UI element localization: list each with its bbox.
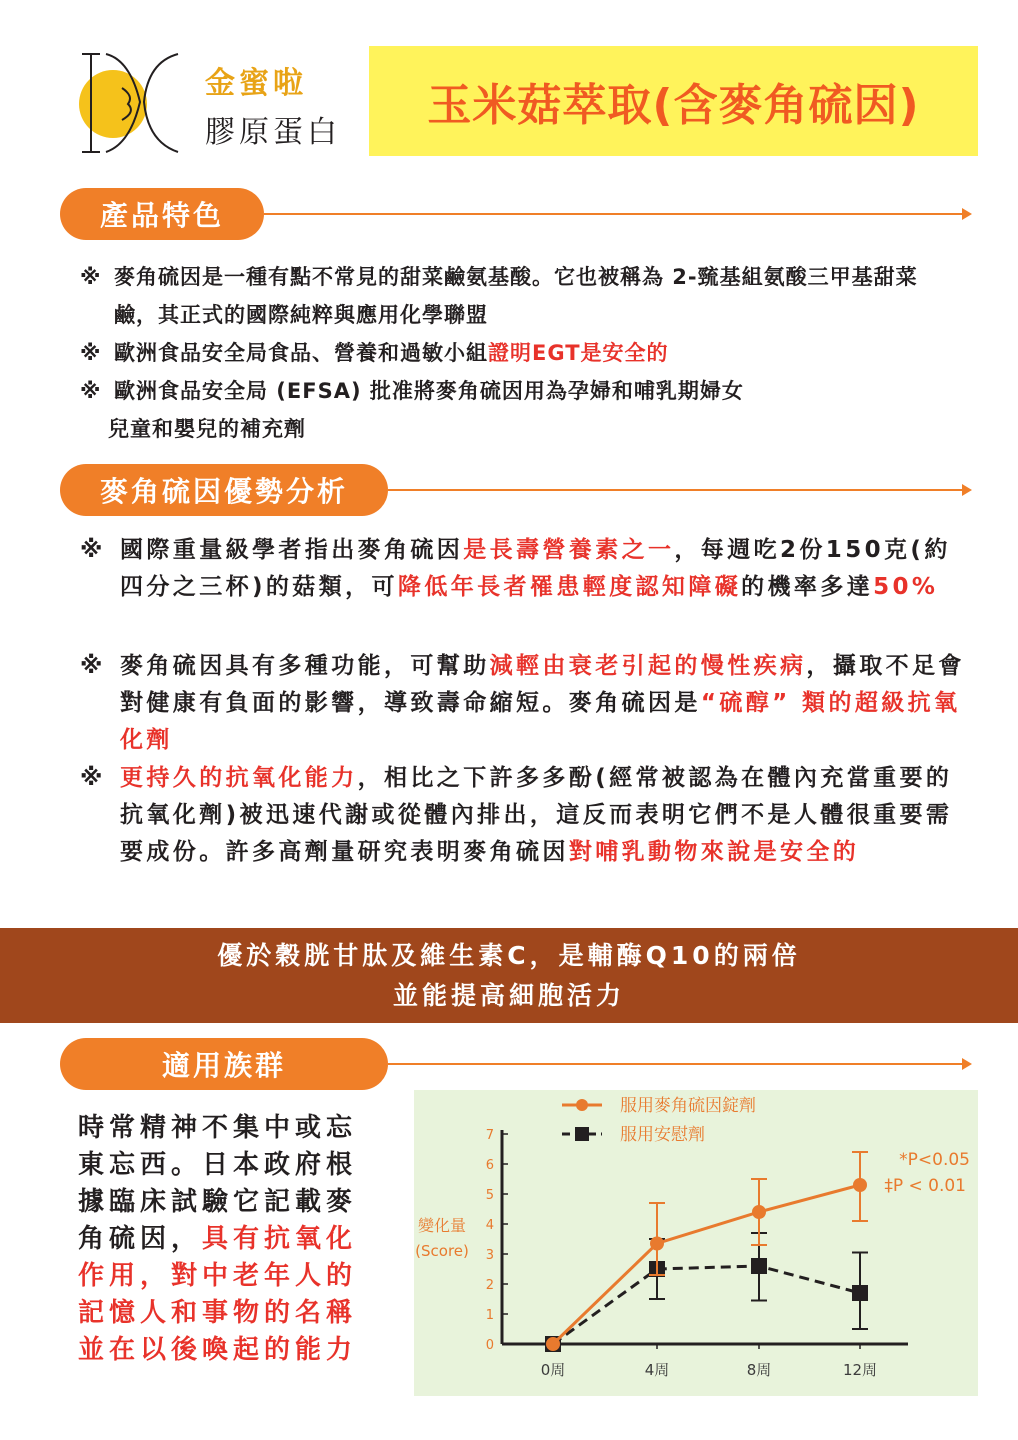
advantage-highlight: 更持久的抗氧化能力 xyxy=(120,765,358,791)
advantage-text: ，每週吃2份150克(約四分之三杯)的菇類，可 xyxy=(120,537,951,600)
data-point-placebo xyxy=(751,1258,767,1274)
y-axis-label: 變化量 xyxy=(417,1216,467,1235)
advantage-highlight: “硫醇” 類的超級抗氧化劑 xyxy=(120,690,961,753)
advantage-highlight: 50% xyxy=(873,574,939,600)
section-divider-line xyxy=(388,1063,962,1065)
reference-mark-icon: ※ xyxy=(80,265,102,289)
section-title-target: 適用族群 xyxy=(60,1038,388,1090)
y-tick-label: 2 xyxy=(485,1278,494,1293)
advantage-text: 麥角硫因具有多種功能，可幫助 xyxy=(120,653,490,679)
y-tick-label: 0 xyxy=(485,1338,494,1353)
reference-mark-icon: ※ xyxy=(80,537,106,563)
feature-item-3 xyxy=(80,372,960,410)
data-point-treatment xyxy=(853,1178,867,1192)
clinical-chart xyxy=(414,1090,978,1396)
brand-logo xyxy=(78,52,182,154)
arrow-right-icon xyxy=(962,1058,972,1070)
target-group-text xyxy=(78,1110,370,1369)
data-point-treatment xyxy=(546,1337,560,1351)
advantage-highlight: 降低年長者罹患輕度認知障礙 xyxy=(397,574,742,600)
y-tick-label: 1 xyxy=(485,1308,494,1323)
advantage-highlight: 減輕由衰老引起的慢性疾病 xyxy=(489,653,807,679)
section-header-advantages xyxy=(60,464,972,516)
advantage-text: ，攝取不足會對健康有負面的影響，導致壽命縮短。麥角硫因是 xyxy=(120,653,965,716)
brand-name-line1: 金蜜啦 xyxy=(205,66,307,101)
feature-text-1: 麥角硫因是一種有點不常見的甜菜鹼氨基酸。它也被稱為 2-巰基組氨酸三甲基甜菜鹼，其正式的國際純粹與應用化學聯盟 xyxy=(114,265,918,327)
advantage-item-2 xyxy=(80,648,975,759)
reference-mark-icon: ※ xyxy=(80,341,102,365)
legend-label-treatment: 服用麥角硫因錠劑 xyxy=(620,1096,756,1116)
advantage-highlight: 對哺乳動物來說是安全的 xyxy=(568,839,860,865)
data-point-treatment xyxy=(752,1205,766,1219)
significance-note: *P<0.05 xyxy=(899,1150,970,1170)
reference-mark-icon: ※ xyxy=(80,653,106,679)
section-divider-line xyxy=(388,489,962,491)
significance-note: ‡P < 0.01 xyxy=(884,1176,966,1196)
y-tick-label: 6 xyxy=(485,1158,494,1173)
x-tick-label: 0周 xyxy=(540,1361,566,1379)
arrow-right-icon xyxy=(962,208,972,220)
highlight-banner xyxy=(0,928,1018,1023)
y-tick-label: 3 xyxy=(485,1248,494,1263)
brand-name-line2: 膠原蛋白 xyxy=(205,115,341,150)
y-tick-label: 4 xyxy=(485,1218,494,1233)
feature-item-2 xyxy=(80,334,960,372)
reference-mark-icon: ※ xyxy=(80,765,106,791)
banner-line-1: 優於穀胱甘肽及維生素C，是輔酶Q10的兩倍 xyxy=(217,941,801,970)
feature-highlight-2: 證明EGT是安全的 xyxy=(488,341,669,365)
product-title-box xyxy=(369,46,978,156)
series-line-treatment xyxy=(553,1185,860,1344)
legend-label-placebo: 服用安慰劑 xyxy=(620,1125,705,1145)
feature-text-2: 歐洲食品安全局食品、營養和過敏小組 xyxy=(114,341,488,365)
arrow-right-icon xyxy=(962,484,972,496)
section-header-target xyxy=(60,1038,972,1090)
series-line-placebo xyxy=(553,1266,860,1344)
legend-marker-placebo xyxy=(575,1127,589,1141)
target-text: 時常精神不集中或忘東忘西。日本政府根據臨床試驗它記載麥角硫因， xyxy=(78,1113,358,1254)
feature-text-3-line2: 兒童和嬰兒的補充劑 xyxy=(108,417,306,441)
advantage-text: 國際重量級學者指出麥角硫因 xyxy=(120,537,464,563)
brand-logo-mark xyxy=(78,52,182,154)
banner-line-2: 並能提高細胞活力 xyxy=(392,981,625,1010)
x-tick-label: 4周 xyxy=(644,1361,670,1379)
y-axis-label-unit: (Score) xyxy=(415,1242,469,1260)
clinical-chart-svg xyxy=(414,1090,978,1396)
legend-marker-treatment xyxy=(576,1099,588,1111)
section-title-features: 產品特色 xyxy=(60,188,264,240)
advantage-text: 的機率多達 xyxy=(741,574,874,600)
data-point-placebo xyxy=(852,1285,868,1301)
feature-item-3-cont xyxy=(108,410,908,448)
target-highlight: 具有抗氧化作用，對中老年人的記憶人和事物的名稱並在以後喚起的能力 xyxy=(78,1224,358,1365)
x-tick-label: 8周 xyxy=(746,1361,772,1379)
feature-text-3-line1: 歐洲食品安全局 (EFSA) 批准將麥角硫因用為孕婦和哺乳期婦女 xyxy=(114,379,744,403)
product-title: 玉米菇萃取(含麥角硫因) xyxy=(427,80,920,131)
advantage-item-1 xyxy=(80,532,975,606)
section-divider-line xyxy=(264,213,962,215)
y-tick-label: 7 xyxy=(485,1128,494,1143)
section-header-features xyxy=(60,188,972,240)
data-point-treatment xyxy=(650,1237,664,1251)
y-tick-label: 5 xyxy=(485,1188,494,1203)
brand-name xyxy=(205,62,341,156)
advantage-text: ，相比之下許多多酚(經常被認為在體內充當重要的抗氧化劑)被迅速代謝或從體內排出，這反而表明它們不是人體很重要需要成份。許多高劑量研究表明麥角硫因 xyxy=(120,765,953,865)
section-title-advantages: 麥角硫因優勢分析 xyxy=(60,464,388,516)
advantage-highlight: 是長壽營養素之一 xyxy=(463,537,675,563)
advantage-item-3 xyxy=(80,760,975,871)
reference-mark-icon: ※ xyxy=(80,379,102,403)
x-tick-label: 12周 xyxy=(842,1361,878,1379)
feature-item-1 xyxy=(80,258,960,334)
